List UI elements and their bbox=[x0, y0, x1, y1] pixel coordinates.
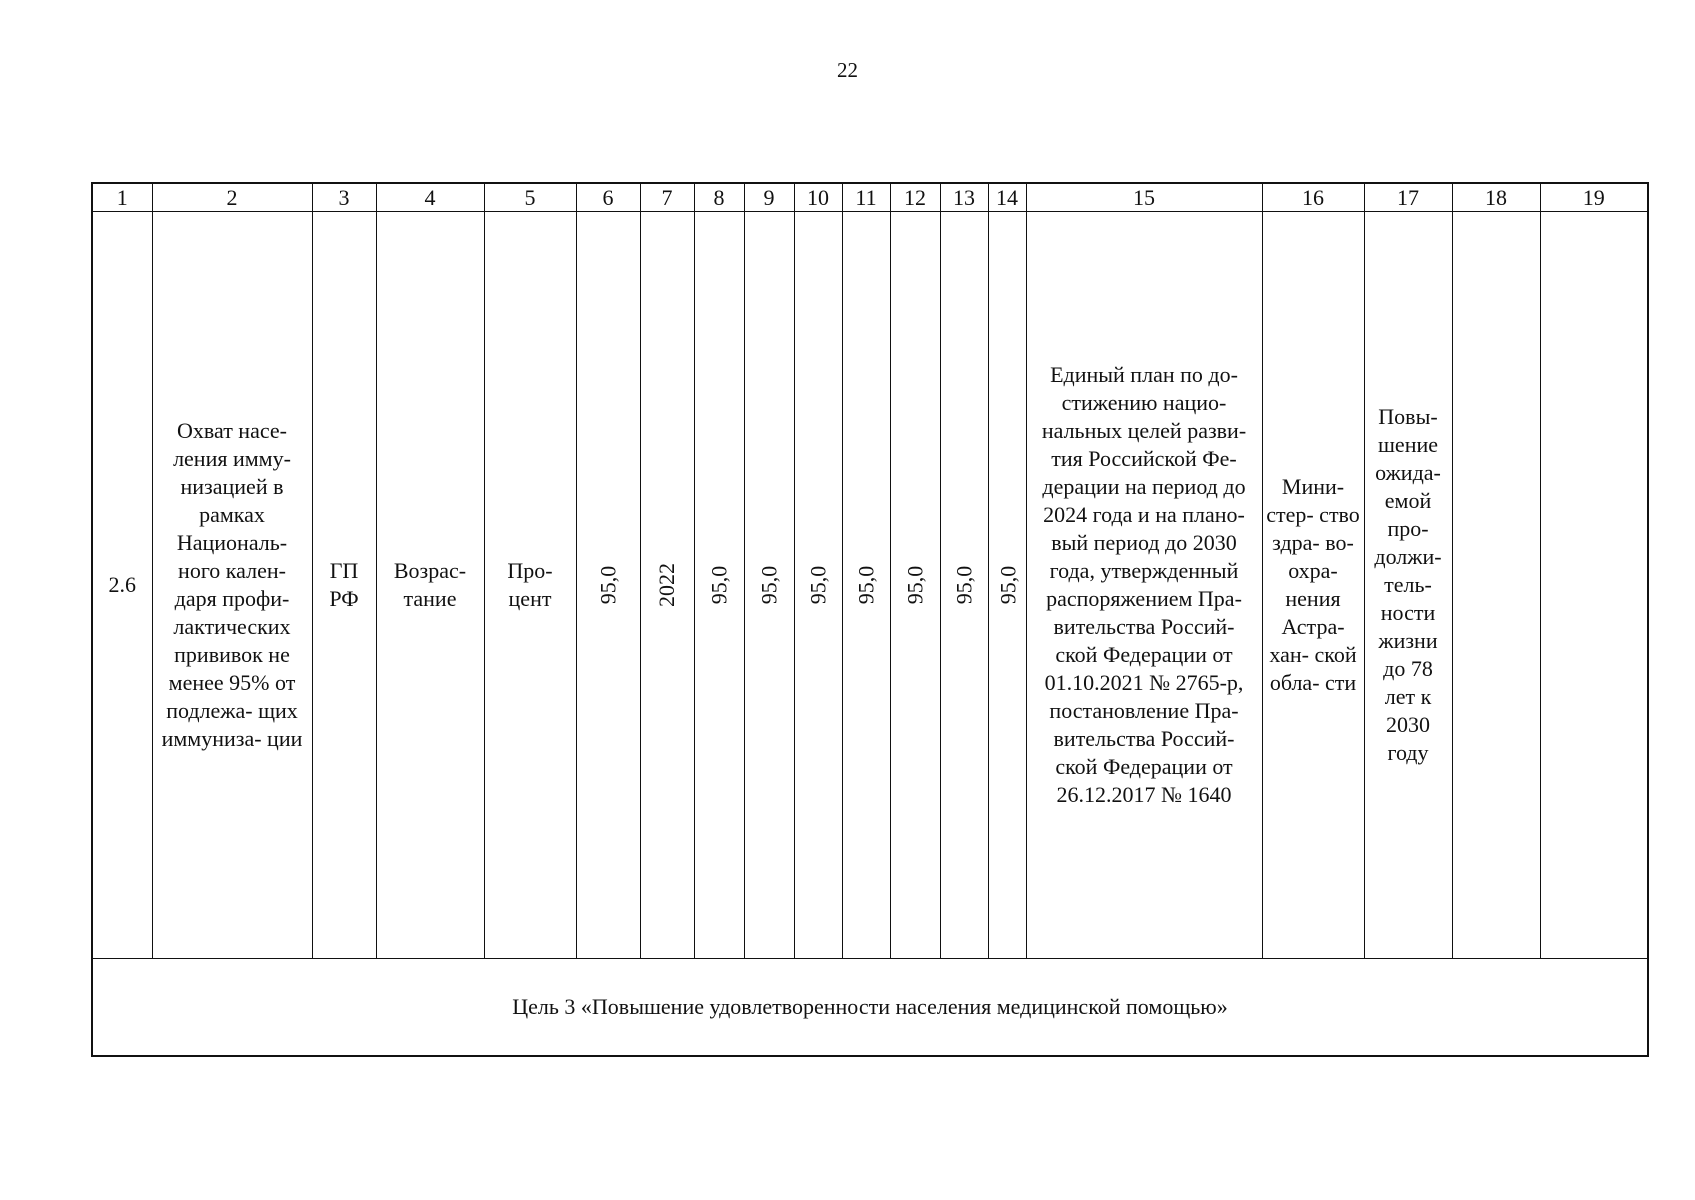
column-number: 4 bbox=[376, 183, 484, 212]
trend-cell bbox=[376, 212, 484, 959]
indicators-table bbox=[91, 182, 1649, 1057]
unit-of-measure: Про- цент bbox=[507, 558, 553, 611]
empty-cell-18 bbox=[1452, 212, 1540, 959]
link-cell bbox=[1364, 212, 1452, 959]
value-cell bbox=[794, 212, 842, 959]
column-number: 16 bbox=[1262, 183, 1364, 212]
column-number: 3 bbox=[312, 183, 376, 212]
regulatory-document: Единый план по до- стижению нацио- нальных целей разви- тия Российской Фе- дерации на период до 2024 года и на плано- вый период до 2030 года, утвержденный распоряжением Пра- вительства Россий- ской Федерации от 01.10.2021 № 2765-р, постановление Пра- вительства Россий- ской Федерации от 26.12.2017 № 1640 bbox=[1041, 362, 1247, 807]
document-cell bbox=[1026, 212, 1262, 959]
unit-cell bbox=[484, 212, 576, 959]
base-year-cell bbox=[640, 212, 694, 959]
column-number: 13 bbox=[940, 183, 988, 212]
value-col-11: 95,0 bbox=[853, 565, 878, 605]
base-value: 95,0 bbox=[595, 565, 620, 605]
value-cell bbox=[940, 212, 988, 959]
column-number: 12 bbox=[890, 183, 940, 212]
value-cell bbox=[694, 212, 744, 959]
value-cell bbox=[842, 212, 890, 959]
column-number: 17 bbox=[1364, 183, 1452, 212]
base-value-cell bbox=[576, 212, 640, 959]
column-number: 9 bbox=[744, 183, 794, 212]
column-number: 8 bbox=[694, 183, 744, 212]
column-number: 15 bbox=[1026, 183, 1262, 212]
value-col-10: 95,0 bbox=[805, 565, 830, 605]
value-col-12: 95,0 bbox=[902, 565, 927, 605]
column-number: 6 bbox=[576, 183, 640, 212]
column-number-row bbox=[92, 183, 1648, 212]
indicator-name-cell bbox=[152, 212, 312, 959]
table-row bbox=[92, 212, 1648, 959]
column-number: 10 bbox=[794, 183, 842, 212]
indicator-trend: Возрас- тание bbox=[393, 558, 467, 611]
value-col-9: 95,0 bbox=[756, 565, 781, 605]
indicator-level: ГП РФ bbox=[329, 558, 359, 611]
column-number: 5 bbox=[484, 183, 576, 212]
column-number: 19 bbox=[1540, 183, 1648, 212]
column-number: 7 bbox=[640, 183, 694, 212]
column-number: 11 bbox=[842, 183, 890, 212]
value-col-13: 95,0 bbox=[951, 565, 976, 605]
base-year: 2022 bbox=[654, 563, 679, 607]
value-cell bbox=[890, 212, 940, 959]
column-number: 1 bbox=[92, 183, 152, 212]
responsible-body: Мини- стер- ство здра- во- охра- нения Астра- хан- ской обла- сти bbox=[1266, 474, 1360, 695]
value-col-8: 95,0 bbox=[706, 565, 731, 605]
value-col-14: 95,0 bbox=[994, 565, 1020, 605]
goal-link: Повы- шение ожида- емой про- должи- тель- ности жизни до 78 лет к 2030 году bbox=[1374, 404, 1442, 765]
column-number: 18 bbox=[1452, 183, 1540, 212]
empty-cell-19 bbox=[1540, 212, 1648, 959]
value-cell bbox=[744, 212, 794, 959]
level-cell bbox=[312, 212, 376, 959]
column-number: 2 bbox=[152, 183, 312, 212]
page-number: 22 bbox=[837, 58, 858, 82]
row-number: 2.6 bbox=[92, 212, 152, 959]
responsible-cell bbox=[1262, 212, 1364, 959]
indicator-name: Охват насе- ления имму- низацией в рамках Националь- ного кален- даря профи- лактических прививок не менее 95% от подлежа- щих иммуниза- ции bbox=[161, 418, 303, 751]
column-number: 14 bbox=[988, 183, 1026, 212]
value-cell bbox=[988, 212, 1026, 959]
goal-row bbox=[92, 959, 1648, 1057]
goal-heading: Цель 3 «Повышение удовлетворенности населения медицинской помощью» bbox=[92, 959, 1648, 1057]
